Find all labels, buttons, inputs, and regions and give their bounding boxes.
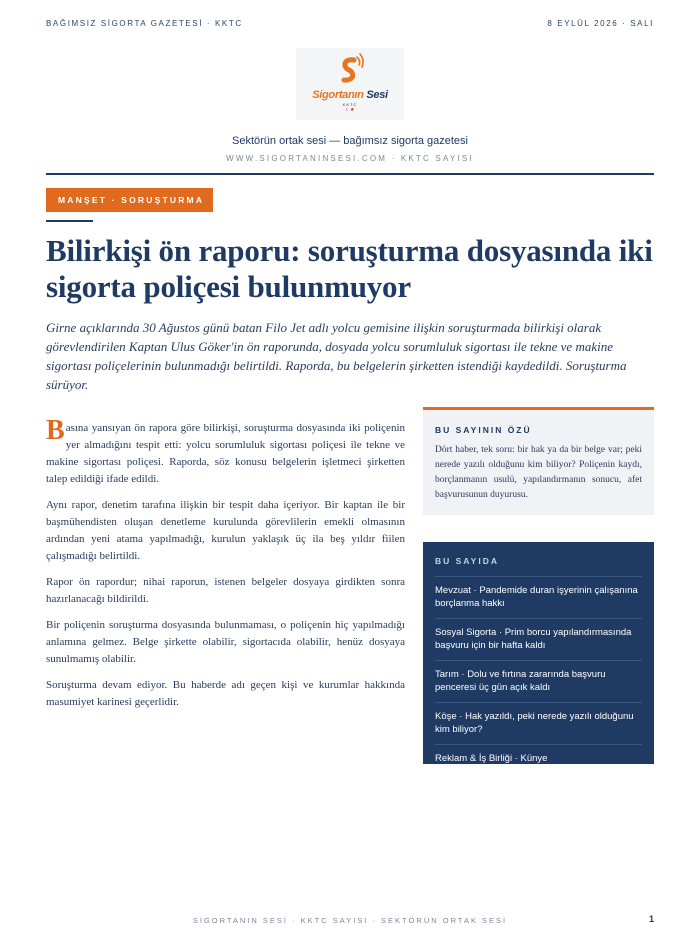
tagline: Sektörün ortak sesi — bağımsız sigorta gazetesi	[232, 135, 468, 147]
in-this-issue-box	[423, 542, 654, 764]
contents-item[interactable]: Tarım · Dolu ve fırtına zararında başvuru penceresi üç gün açık kaldı	[435, 660, 642, 702]
logo-wordmark: Sigortanın Sesi	[312, 89, 388, 101]
contents-item[interactable]: Sosyal Sigorta · Prim borcu yapılandırmasında başvuru için bir hafta kaldı	[435, 618, 642, 660]
page-footer: SİGORTANIN SESİ · KKTC SAYISI · SEKTÖRÜN ORTAK SESİ	[192, 916, 508, 925]
paragraph-5: Soruşturma devam ediyor. Bu haberde adı geçen kişi ve kurumlar hakkında masumiyet karinesi geçerlidir.	[46, 679, 405, 708]
header-divider	[46, 173, 654, 175]
website[interactable]: WWW.SIGORTANINSESI.COM · KKTC SAYISI	[226, 154, 474, 163]
crescent-star-icon: ☾★	[345, 107, 355, 113]
contents-item[interactable]: Köşe · Hak yazıldı, peki nerede yazılı olduğunu kim biliyor?	[435, 702, 642, 744]
paragraph-3: Rapor ön rapordur; nihai raporun, istenen belgeler dosyaya girdikten sonra hazırlanacağı bildirildi.	[46, 576, 405, 605]
issue-essence-text: Dört haber, tek soru: bir hak ya da bir belge var; peki nerede yazılı olduğunu kim biliyor? Poliçenin kaydı, borçlanmanın usulü, yapılandırmanın sonucu, afet başvurusunun duyurusu.	[435, 445, 642, 500]
in-this-issue-title: BU SAYIDA	[435, 556, 499, 566]
kicker-accent-line	[46, 220, 93, 222]
masthead-left: BAĞIMSIZ SİGORTA GAZETESİ · KKTC	[46, 19, 243, 28]
sound-wave-s-icon	[335, 53, 365, 91]
contents-item[interactable]: Reklam & İş Birliği · Künye	[435, 744, 642, 773]
logo-subtitle: KKTC	[342, 102, 358, 107]
issue-essence-title: BU SAYININ ÖZÜ	[435, 425, 532, 435]
contents-item[interactable]: Mevzuat · Pandemide duran işyerinin çalışanına borçlanma hakkı	[435, 576, 642, 618]
page-number: 1	[648, 914, 654, 924]
masthead-date: 8 EYLÜL 2026 · SALI	[547, 19, 654, 28]
article-headline: Bilirkişi ön raporu: soruşturma dosyasında iki sigorta poliçesi bulunmuyor	[46, 233, 653, 304]
article-body	[46, 415, 405, 720]
section-kicker: MANŞET · SORUŞTURMA	[46, 188, 213, 212]
paragraph-1: Basına yansıyan ön rapora göre bilirkişi, soruşturma dosyasında iki poliçenin yer almadığını tespit etti: yolcu sorumluluk sigortası poliçesi ile tekne ve makine sigortası poliçesi. Raporda, söz konusu belgelerin işletmeci şirketten talep edildiği ifade edildi.	[46, 415, 405, 485]
masthead-bar	[46, 19, 654, 28]
issue-essence-box	[423, 407, 654, 515]
paragraph-2: Aynı rapor, denetim tarafına ilişkin bir tespit daha içeriyor. Bir kaptan ile bir başmühendisten oluşan denetleme kurulunda görevlilerin emekli olmasının ardından yeni atama yapılmadığı, kurulun yaklaşık üç ila beş yıldır fiilen çalışmadığı belirtildi.	[46, 499, 405, 562]
contents-list	[435, 576, 642, 773]
logo[interactable]	[296, 48, 404, 120]
paragraph-4: Bir poliçenin soruşturma dosyasında bulunmaması, o poliçenin hiç yapılmadığı anlamına gelmez. Belge şirkette olabilir, sigortacıda olabilir, henüz dosyaya sunulmamış olabilir.	[46, 619, 405, 665]
article-lede: Girne açıklarında 30 Ağustos günü batan Filo Jet adlı yolcu gemisine ilişkin soruşturmada bilirkişi olarak görevlendirilen Kaptan Ulus Göker'in ön raporunda, dosyada yolcu sorumluluk sigortası ile tekne ve makine sigortası poliçelerinin bulunmadığı belirtildi. Raporda, bu belgelerin şirketten istendiği kaydedildi. Soruşturma sürüyor.	[46, 320, 627, 392]
drop-cap: B	[46, 415, 65, 446]
